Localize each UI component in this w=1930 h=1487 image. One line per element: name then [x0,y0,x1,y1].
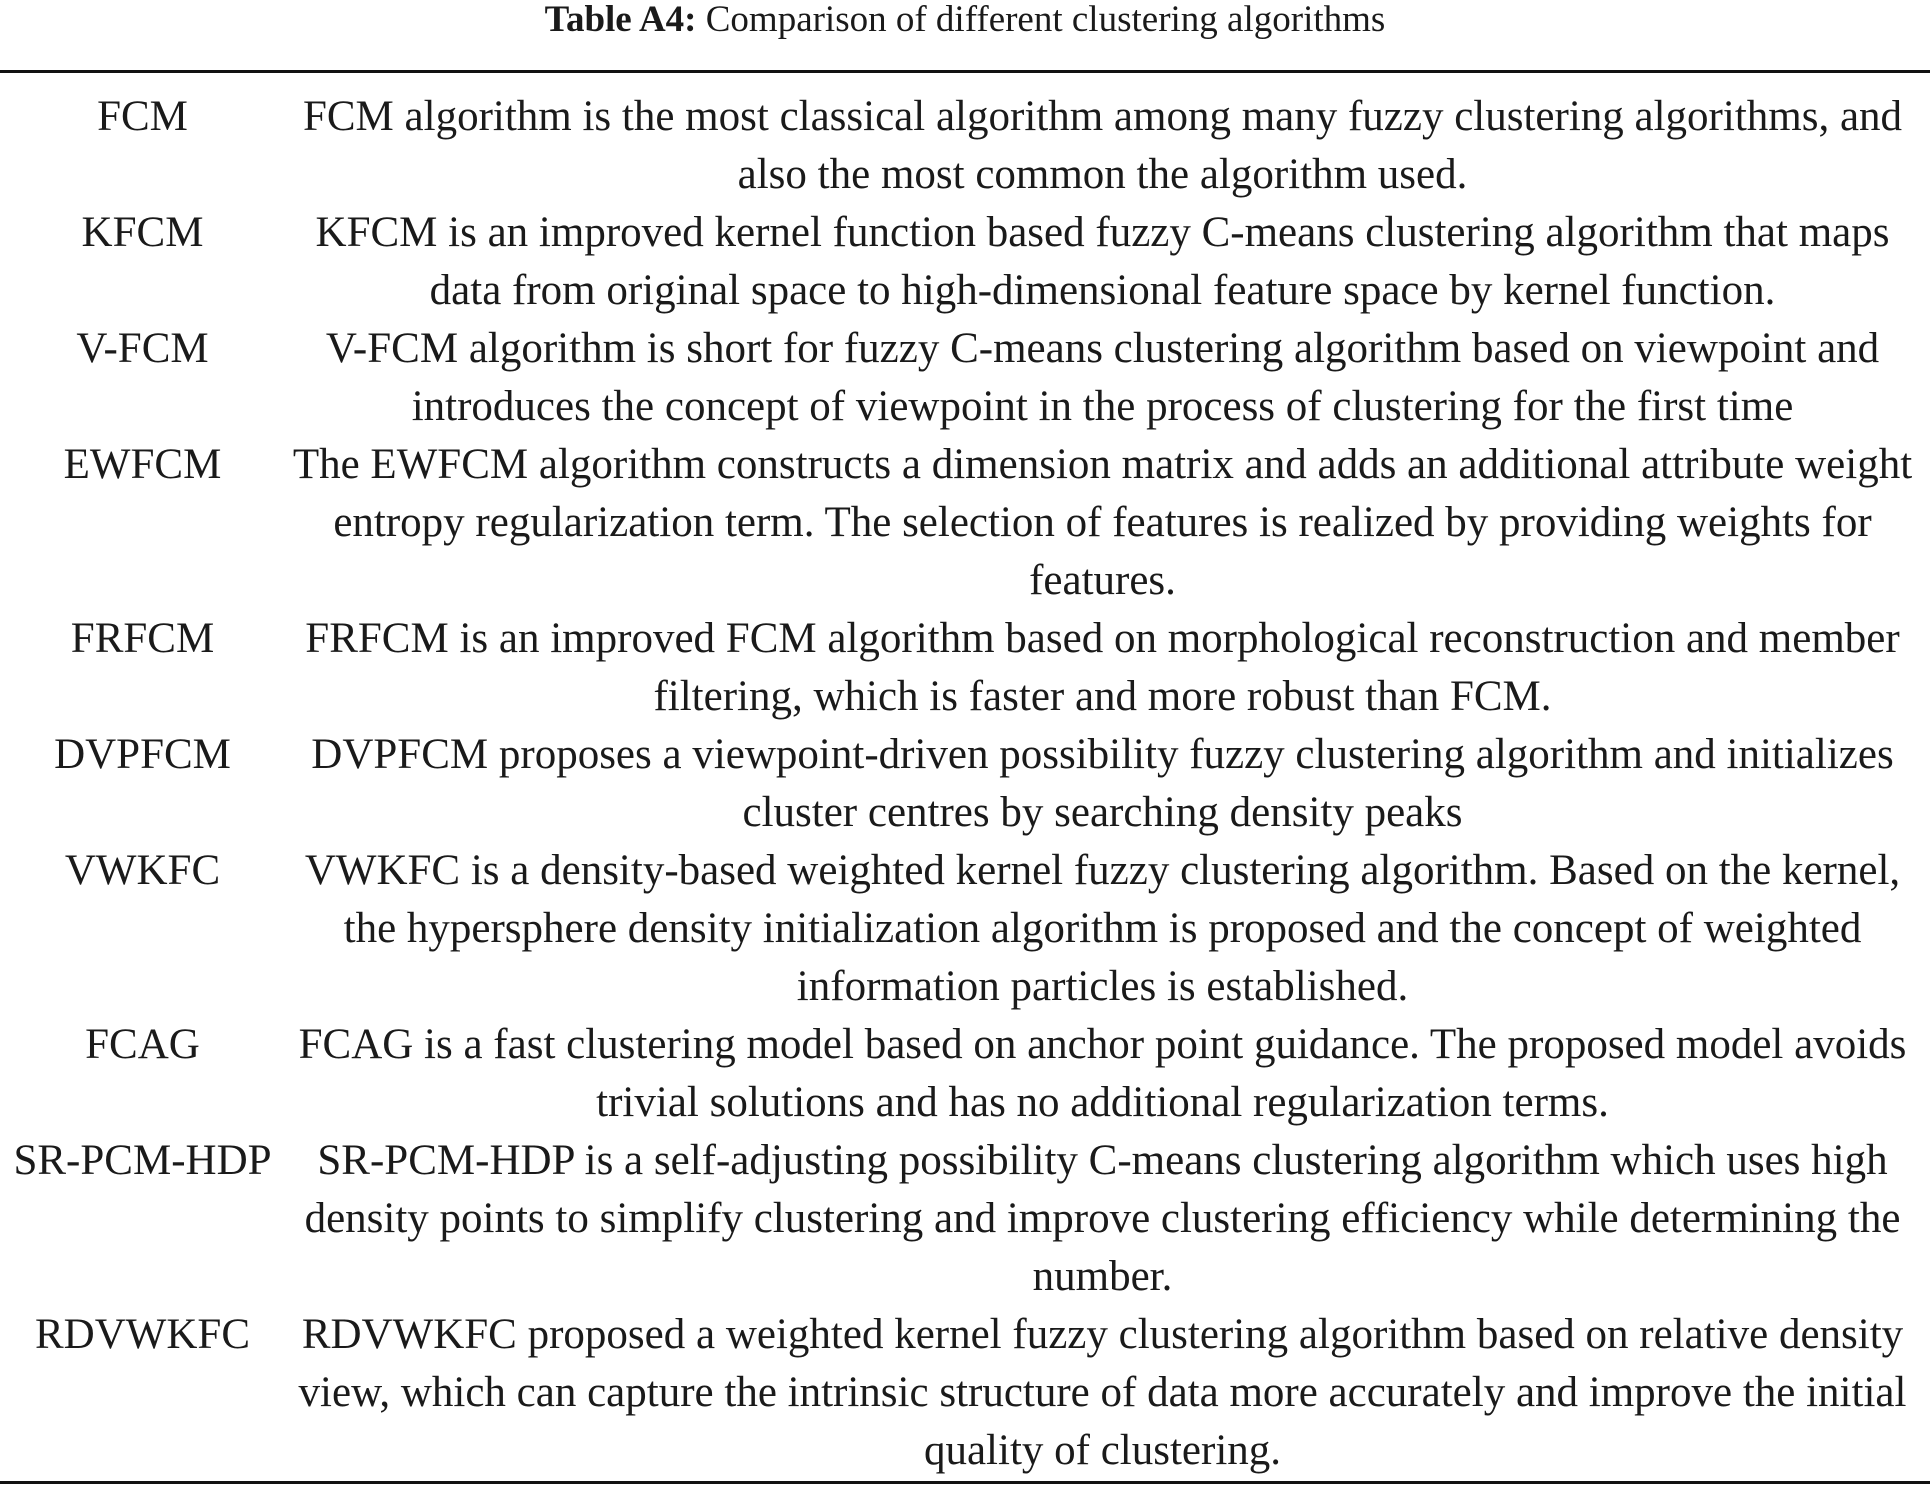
table-row [0,1016,1930,1132]
algorithm-name: FCAG [85,1021,200,1068]
table-row [0,1132,1930,1306]
algorithm-name: EWFCM [63,441,222,488]
algorithm-description: FCM algorithm is the most classical algorithm among many fuzzy clustering algorithms, and also the most common the algorithm used. [302,93,1903,198]
table-row [0,1306,1930,1480]
algorithm-description: VWKFC is a density-based weighted kernel fuzzy clustering algorithm. Based on the kernel, the hypersphere density initialization algorithm is proposed and the concept of weighted information particles is established. [304,847,1901,1010]
table-top-rule [0,70,1930,73]
table-row [0,842,1930,1016]
table-row [0,726,1930,842]
algorithm-description: FRFCM is an improved FCM algorithm based on morphological reconstruction and member filtering, which is faster and more robust than FCM. [305,615,1900,720]
algorithm-description: SR-PCM-HDP is a self-adjusting possibility C-means clustering algorithm which uses high density points to simplify clustering and improve clustering efficiency while determining the number. [304,1137,1901,1300]
table-row [0,610,1930,726]
table-bottom-rule [0,1481,1930,1484]
algorithm-name: KFCM [81,209,204,256]
table-row [0,204,1930,320]
algorithm-name: FRFCM [70,615,215,662]
algorithm-description: DVPFCM proposes a viewpoint-driven possibility fuzzy clustering algorithm and initializes cluster centres by searching density peaks [311,731,1894,836]
table-caption-label: Table A4: [544,0,697,40]
algorithm-description: FCAG is a fast clustering model based on anchor point guidance. The proposed model avoids trivial solutions and has no additional regularization terms. [298,1021,1907,1126]
algorithm-name: DVPFCM [54,731,231,778]
algorithm-description: V-FCM algorithm is short for fuzzy C-means clustering algorithm based on viewpoint and introduces the concept of viewpoint in the process of clustering for the first time [325,325,1880,430]
algorithm-description: RDVWKFC proposed a weighted kernel fuzzy clustering algorithm based on relative density view, which can capture the intrinsic structure of data more accurately and improve the initial quality of clustering. [298,1311,1907,1474]
algorithm-description: KFCM is an improved kernel function based fuzzy C-means clustering algorithm that maps data from original space to high-dimensional feature space by kernel function. [315,209,1890,314]
algorithm-name: RDVWKFC [34,1311,251,1358]
table-caption [0,0,1930,44]
algorithm-name: SR-PCM-HDP [13,1137,272,1184]
table-caption-text: Comparison of different clustering algorithms [696,0,1386,40]
algorithm-comparison-table [0,88,1930,1480]
table-row [0,88,1930,204]
table-row [0,320,1930,436]
algorithm-description: The EWFCM algorithm constructs a dimension matrix and adds an additional attribute weight entropy regularization term. The selection of features is realized by providing weights for features. [292,441,1913,604]
algorithm-name: FCM [97,93,188,140]
algorithm-name: VWKFC [64,847,221,894]
table-row [0,436,1930,610]
algorithm-name: V-FCM [76,325,209,372]
